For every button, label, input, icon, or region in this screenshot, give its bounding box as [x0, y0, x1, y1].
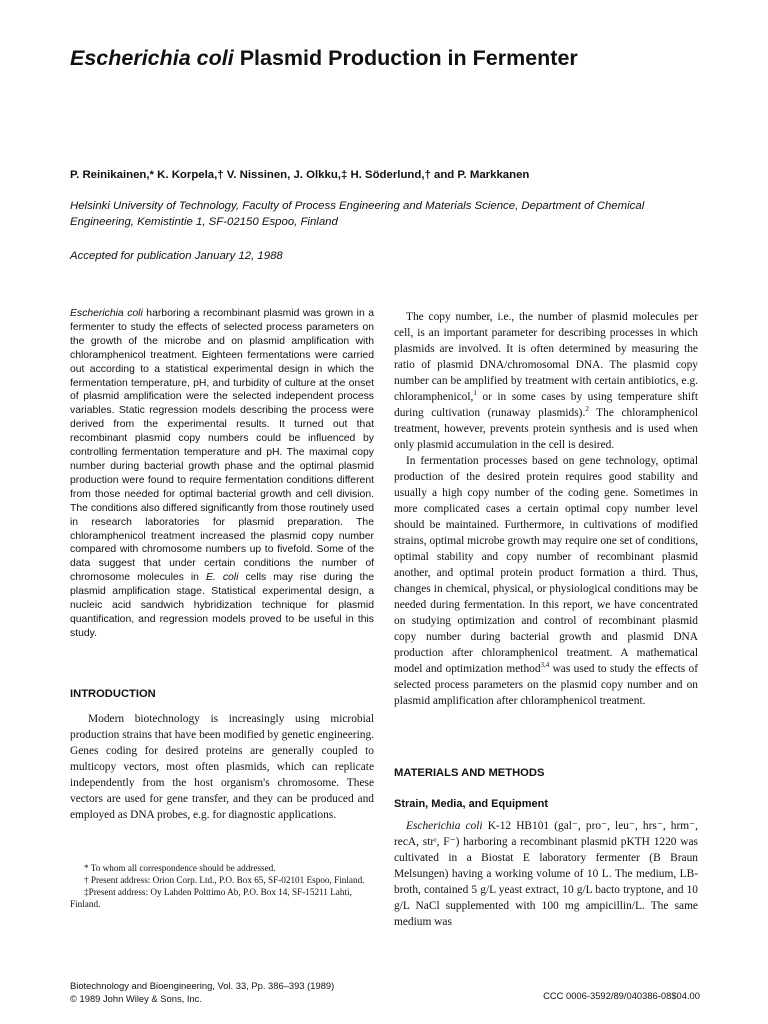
title-rest: Plasmid Production in Fermenter: [233, 46, 578, 70]
abstract-species: Escherichia coli: [70, 308, 143, 319]
p1-text-b: or in some cases by using temperature shift during cultivation (runaway plasmids).: [394, 391, 698, 419]
abstract: [70, 307, 374, 641]
paper-title: [70, 44, 670, 72]
accepted-date: Accepted for publication January 12, 1988: [70, 250, 283, 262]
ccc-code: CCC 0006-3592/89/040386-08$04.00: [543, 990, 700, 1001]
ref-1: 1: [473, 389, 477, 398]
p2-text-b: was used to study the effects of selected process parameters on the plasmid copy number and on plasmid amplification after chloramphenicol treatment.: [394, 663, 698, 707]
introduction-heading: INTRODUCTION: [70, 688, 156, 700]
copy-number-paragraph: [394, 309, 698, 453]
strain-text: K-12 HB101 (gal⁻, pro⁻, leu⁻, hrs⁻, hrm⁻, recA, strʳ, F⁻) harboring a recombinant plasmid pKTH 1220 was cultivated in a Biostat E laboratory fermenter (B Braun Melsungen) having a working volume of 10 L. The medium, LB-broth, contained 5 g/L yeast extract, 10 g/L bacto tryptone, and 10 g/L NaCl supplemented with 100 mg ampicillin/L. The same medium was: [394, 820, 698, 928]
journal-citation: [70, 980, 410, 1005]
ref-3-4: 3,4: [540, 661, 550, 670]
footnote-correspondence: * To whom all correspondence should be addressed.: [84, 863, 276, 873]
abstract-species-short: E. coli: [205, 572, 239, 584]
strain-paragraph: [394, 818, 698, 930]
strain-species: Escherichia coli: [406, 820, 483, 832]
abstract-text-1: harboring a recombinant plasmid was grown in a fermenter to study the effects of selected process parameters on the growth of the microbe and on plasmid amplification with chloramphenicol treatment. Eighteen fermentations were carried out according to a statistical experimental design in which the fermentation temperature, pH, and turbidity of culture at the onset of plasmid amplification were the selected independent process variables. Static regression models describing the process were derived from the experimental results. It turned out that recombinant plasmid copy numbers could be influenced by controlling fermentation temperature and pH. The maximal copy number during bacterial growth phase and the optimal plasmid production were found to require fermentation conditions different from those needed for optimal bacterial growth and cell division. The conditions also differed significantly from those routinely used in research laboratories for plasmid preparation. The chloramphenicol treatment increased the plasmid copy number compared with chromosome numbers up to fivefold. Some of the data suggest that under certain conditions the number of chromosome molecules in: [70, 308, 375, 584]
methods-heading: MATERIALS AND METHODS: [394, 767, 545, 779]
strain-subheading: Strain, Media, and Equipment: [394, 798, 549, 810]
title-species: Escherichia coli: [70, 46, 234, 70]
p1-text-c: The chloramphenicol treatment, however, prevents protein synthesis and is used when only plasmid accumulation in the cell is desired.: [394, 407, 698, 451]
journal-line: Biotechnology and Bioengineering, Vol. 33, Pp. 386–393 (1989): [70, 980, 335, 991]
introduction-paragraph: Modern biotechnology is increasingly using microbial production strains that have been modified by genetic engineering. Genes coding for desired proteins are generally coupled to multicopy vectors, most often plasmids, which can replicate independently from the host organism's chromosome. These vectors are used for gene transfer, and they can be produced and employed as DNA probes, e.g. for diagnostic applications.: [70, 713, 374, 821]
affiliation: Helsinki University of Technology, Faculty of Process Engineering and Materials Science, Department of Chemical Engineering, Kemistintie 1, SF-02150 Espoo, Finland: [70, 200, 645, 228]
p2-text-a: In fermentation processes based on gene technology, optimal production of the desired protein requires good stability and usually a high copy number of the coding gene. Sometimes in more complicated cases a certain optimal copy number level should be maintained. Furthermore, in cultivations of modified strains, optimal microbe growth may require one set of conditions, optimal stability and copy number of recombinant plasmid another, and optimal protein product formation a third. Thus, changes in chemical, physical, or physiological conditions may be needed during fermentation. In this report, we have concentrated on studying optimization and control of recombinant plasmid copy number during bacterial growth and plasmid DNA production after chloramphenicol treatment. A mathematical model and optimization method: [394, 455, 698, 675]
abstract-text-2: cells may rise during the plasmid amplification stage. Statistical experimental design, a nucleic acid sandwich hybridization technique for plasmid quantification, and regression models proved to be useful in this study.: [70, 572, 375, 639]
fermentation-paragraph: [394, 453, 698, 709]
footnote-present-address-1: † Present address: Orion Corp. Ltd., P.O. Box 65, SF-02101 Espoo, Finland.: [84, 875, 365, 885]
footnote-present-address-2: ‡Present address: Oy Lahden Polttimo Ab, P.O. Box 14, SF-15211 Lahti, Finland.: [70, 887, 352, 909]
right-column-intro: [394, 309, 698, 709]
footnotes: [70, 862, 374, 910]
p1-text-a: The copy number, i.e., the number of plasmid molecules per cell, is an important parameter for describing processes in which plasmids are involved. It is often determined by measuring the ratio of plasmid DNA/chromosomal DNA. The plasmid copy number can be amplified by treatment with certain antibiotics, e.g. chloramphenicol,: [394, 311, 698, 403]
copyright-line: © 1989 John Wiley & Sons, Inc.: [70, 992, 202, 1004]
ref-2: 2: [585, 405, 589, 414]
author-list: P. Reinikainen,* K. Korpela,† V. Nissinen, J. Olkku,‡ H. Söderlund,† and P. Markkanen: [70, 169, 530, 181]
